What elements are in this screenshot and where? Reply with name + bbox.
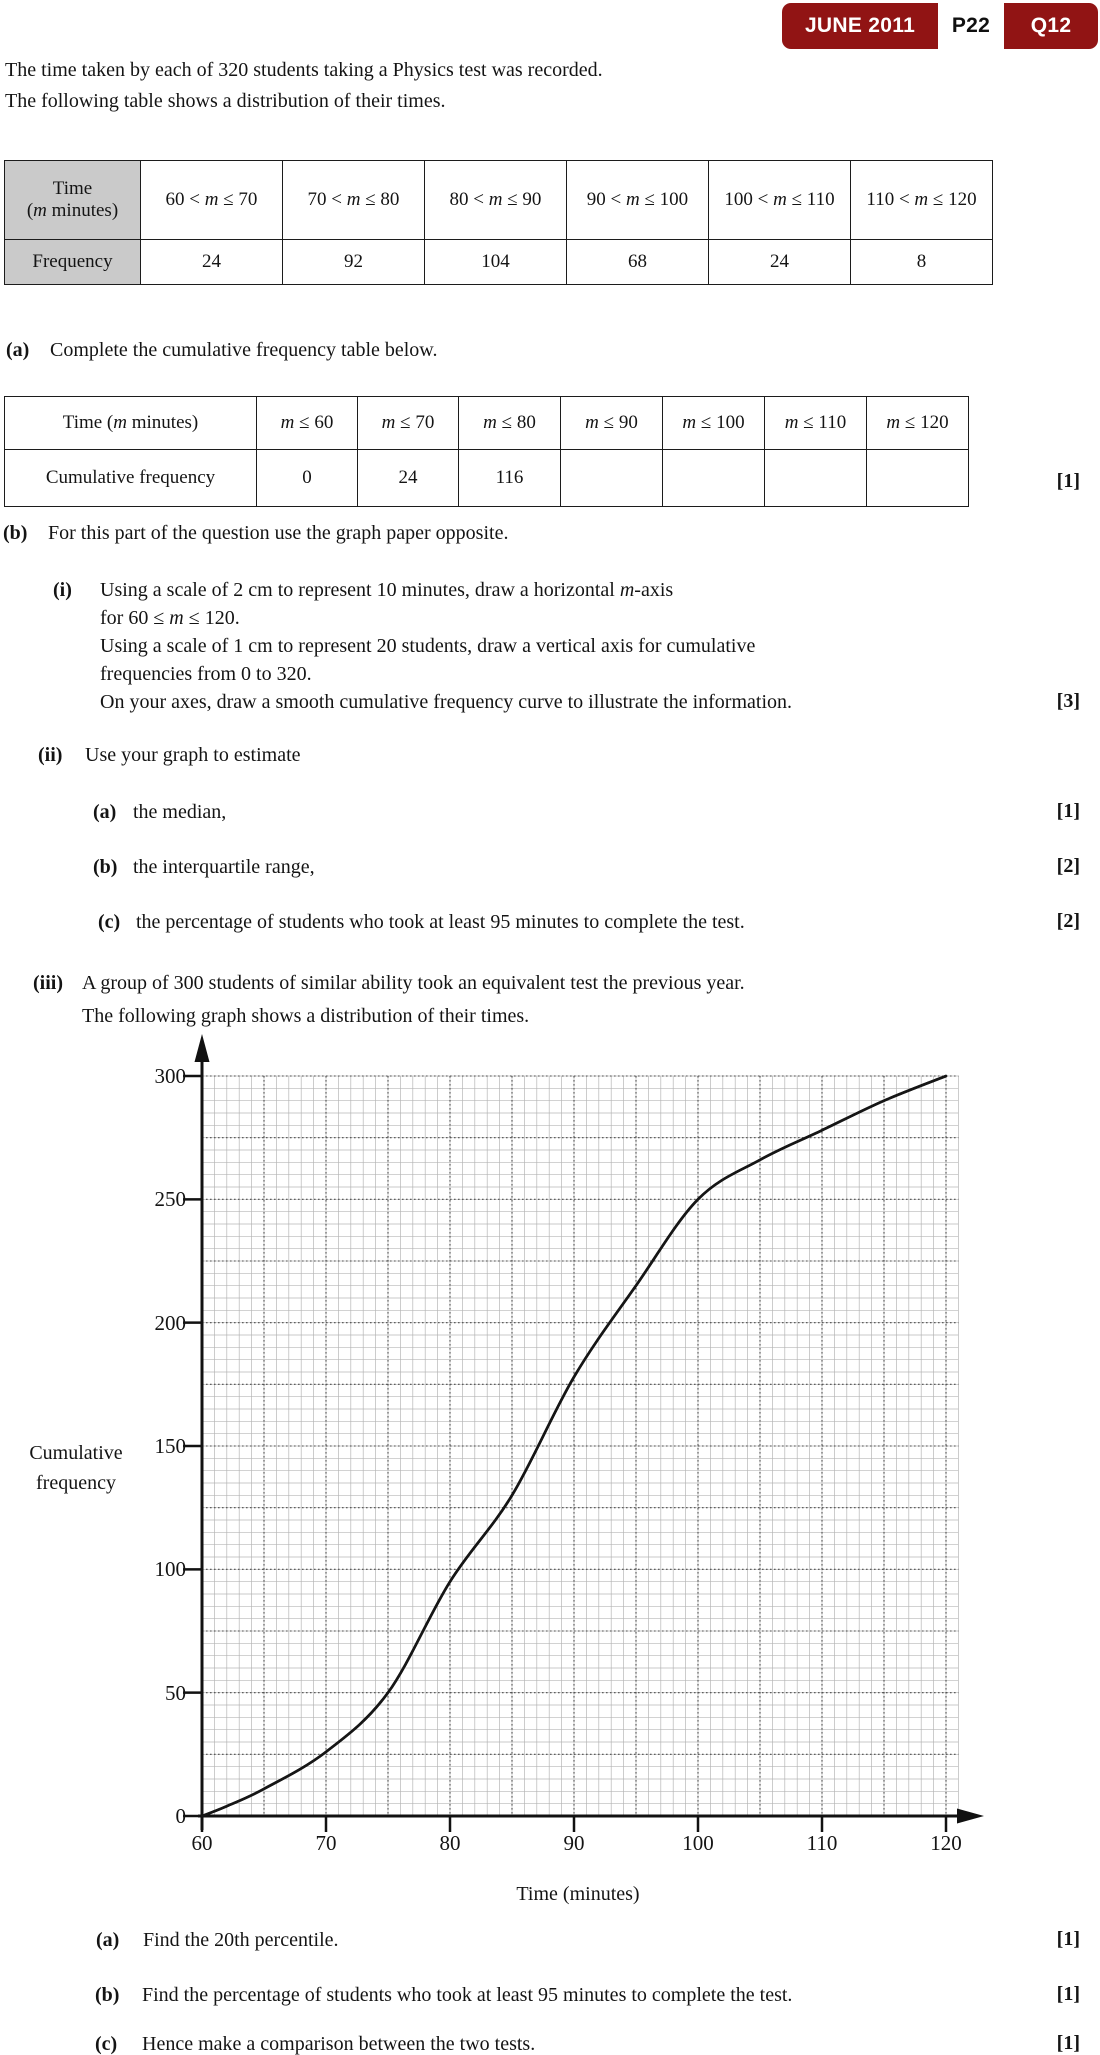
part-b-ii-a-text: the median,: [133, 801, 227, 823]
interval-header: 110 < m ≤ 120: [851, 161, 993, 240]
freq-table-corner-line2: (m minutes): [26, 200, 119, 221]
freq-row-label: Frequency: [5, 240, 141, 285]
part-b-label: (b): [3, 522, 28, 544]
bottom-c-text: Hence make a comparison between the two tests.: [142, 2033, 536, 2055]
part-b-iii-line1: A group of 300 students of similar ability took an equivalent test the previous year.: [82, 972, 745, 994]
x-tick-label: 110: [806, 1831, 838, 1855]
y-axis-label-line2: frequency: [36, 1472, 116, 1494]
x-tick-label: 60: [191, 1831, 213, 1855]
y-tick-label: 100: [154, 1557, 186, 1582]
part-b-i-line2: for 60 ≤ m ≤ 120.: [100, 607, 240, 629]
bottom-a-label: (a): [96, 1929, 120, 1951]
cum-value: 24: [358, 450, 459, 507]
freq-value: 92: [283, 240, 425, 285]
interval-header: 80 < m ≤ 90: [425, 161, 567, 240]
part-b-i-label: (i): [53, 579, 72, 601]
bottom-c-label: (c): [95, 2033, 118, 2055]
cum-header: m ≤ 90: [561, 397, 663, 450]
freq-value: 24: [141, 240, 283, 285]
x-tick-label: 100: [682, 1831, 714, 1855]
part-b-ii-c-label: (c): [98, 911, 121, 933]
frequency-table: [4, 160, 993, 285]
part-b-i-line1: Using a scale of 2 cm to represent 10 minutes, draw a horizontal m-axis: [100, 579, 674, 601]
part-a-text: Complete the cumulative frequency table below.: [50, 339, 438, 361]
part-b-iii-line2: The following graph shows a distribution of their times.: [82, 1005, 530, 1027]
mark-bottom-b: [1]: [1056, 1983, 1080, 2005]
y-axis-label-line1: Cumulative: [29, 1442, 123, 1464]
cum-header: m ≤ 60: [257, 397, 358, 450]
y-tick-label: 150: [154, 1434, 186, 1458]
part-b-i-line3: Using a scale of 1 cm to represent 20 students, draw a vertical axis for cumulative: [100, 635, 756, 657]
part-b-ii-b-text: the interquartile range,: [133, 856, 315, 878]
badge-paper: P22: [938, 3, 1004, 49]
part-b-ii-b-label: (b): [93, 856, 118, 878]
cum-table-corner: Time (m minutes): [5, 397, 257, 450]
cum-row-label: Cumulative frequency: [5, 450, 257, 507]
part-b-i-line4: frequencies from 0 to 320.: [100, 663, 312, 685]
part-b-ii-c-text: the percentage of students who took at least 95 minutes to complete the test.: [136, 911, 745, 933]
mark-ii-b: [2]: [1056, 855, 1080, 877]
part-b-iii-label: (iii): [33, 972, 63, 994]
part-b-text: For this part of the question use the graph paper opposite.: [48, 522, 509, 544]
part-b-ii-a-label: (a): [93, 801, 117, 823]
cumulative-frequency-graph: [0, 1020, 1100, 1910]
freq-value: 104: [425, 240, 567, 285]
intro-line-2: The following table shows a distribution of their times.: [5, 90, 446, 112]
mark-bottom-c: [1]: [1056, 2032, 1080, 2054]
interval-header: 70 < m ≤ 80: [283, 161, 425, 240]
y-tick-label: 200: [154, 1310, 186, 1335]
bottom-a-text: Find the 20th percentile.: [143, 1929, 339, 1951]
cum-header: m ≤ 110: [765, 397, 867, 450]
badge-question: Q12: [1030, 14, 1072, 37]
interval-header: 60 < m ≤ 70: [141, 161, 283, 240]
x-tick-label: 80: [439, 1831, 461, 1855]
freq-value: 24: [709, 240, 851, 285]
part-b-ii-label: (ii): [38, 744, 63, 766]
cum-value: 0: [257, 450, 358, 507]
y-tick-label: 300: [154, 1064, 186, 1088]
freq-table-corner-line1: Time: [52, 178, 93, 199]
y-tick-label: 0: [175, 1804, 186, 1828]
cum-header: m ≤ 70: [358, 397, 459, 450]
cum-value-empty: [867, 450, 969, 507]
part-b-ii-text: Use your graph to estimate: [85, 744, 301, 766]
y-tick-label: 50: [165, 1680, 186, 1705]
badge-session: JUNE 2011: [804, 14, 916, 37]
bottom-b-text: Find the percentage of students who took at least 95 minutes to complete the test.: [142, 1984, 793, 2006]
cum-value-empty: [765, 450, 867, 507]
cum-value-empty: [663, 450, 765, 507]
x-tick-label: 90: [563, 1831, 585, 1855]
y-tick-label: 250: [154, 1187, 186, 1212]
bottom-b-label: (b): [95, 1984, 120, 2006]
x-axis-label: Time (minutes): [516, 1883, 640, 1905]
cum-header: m ≤ 120: [867, 397, 969, 450]
cum-value-empty: [561, 450, 663, 507]
freq-table-corner: [5, 161, 141, 240]
mark-table: [1]: [1056, 470, 1080, 492]
part-b-i-line5: On your axes, draw a smooth cumulative frequency curve to illustrate the information.: [100, 691, 793, 713]
interval-header: 90 < m ≤ 100: [567, 161, 709, 240]
x-tick-label: 70: [315, 1831, 337, 1855]
part-a-label: (a): [6, 339, 30, 361]
cumulative-frequency-table: [4, 396, 969, 507]
mark-ii-a: [1]: [1056, 800, 1080, 822]
cum-header: m ≤ 100: [663, 397, 765, 450]
interval-header: 100 < m ≤ 110: [709, 161, 851, 240]
mark-ii-c: [2]: [1056, 910, 1080, 932]
x-tick-label: 120: [930, 1831, 962, 1855]
mark-b-i: [3]: [1056, 690, 1080, 712]
cum-header: m ≤ 80: [459, 397, 561, 450]
cum-value: 116: [459, 450, 561, 507]
mark-bottom-a: [1]: [1056, 1928, 1080, 1950]
freq-value: 68: [567, 240, 709, 285]
question-ref-badge: [782, 3, 1098, 49]
intro-line-1: The time taken by each of 320 students taking a Physics test was recorded.: [5, 59, 603, 81]
freq-value: 8: [851, 240, 993, 285]
